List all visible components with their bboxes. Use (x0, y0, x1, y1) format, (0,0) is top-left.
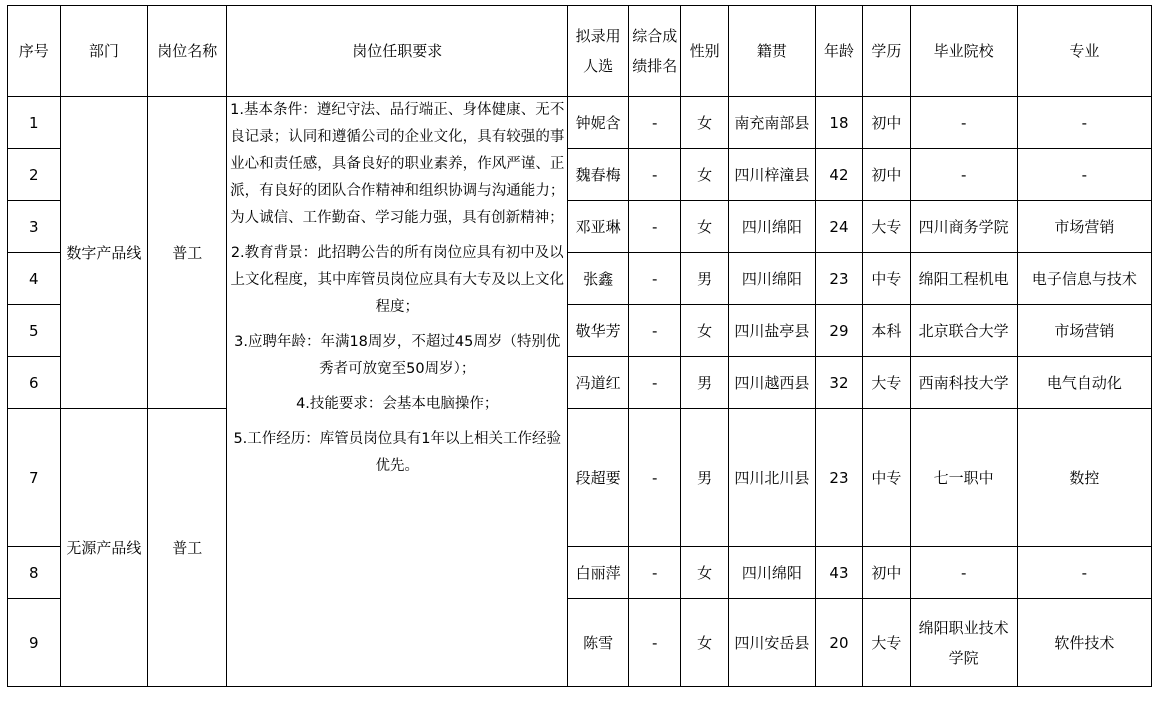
gender-cell: 女 (681, 547, 728, 599)
gender-cell: 女 (681, 305, 728, 357)
header-cell: 拟录用人选 (568, 6, 629, 97)
school-cell: 绵阳工程机电 (910, 253, 1017, 305)
rank-cell: - (628, 409, 681, 547)
row-number: 1 (8, 97, 61, 149)
education-cell: 初中 (863, 97, 910, 149)
department-cell: 数字产品线 (60, 97, 148, 409)
requirement-experience: 5.工作经历：库管员岗位具有1年以上相关工作经验优先。 (233, 431, 562, 474)
row-number: 2 (8, 149, 61, 201)
row-number: 9 (8, 599, 61, 687)
age-cell: 23 (815, 409, 862, 547)
education-cell: 大专 (863, 599, 910, 687)
education-cell: 初中 (863, 149, 910, 201)
header-cell: 性别 (681, 6, 728, 97)
major-cell: 电气自动化 (1017, 357, 1151, 409)
major-cell: 市场营销 (1017, 305, 1151, 357)
header-cell: 综合成绩排名 (628, 6, 681, 97)
header-cell: 部门 (60, 6, 148, 97)
candidate-name: 冯道红 (568, 357, 629, 409)
age-cell: 23 (815, 253, 862, 305)
origin-cell: 四川安岳县 (728, 599, 815, 687)
requirement-age: 3.应聘年龄：年满18周岁，不超过45周岁（特别优秀者可放宽至50周岁）； (234, 334, 561, 377)
row-number: 8 (8, 547, 61, 599)
school-cell: 西南科技大学 (910, 357, 1017, 409)
school-cell: 七一职中 (910, 409, 1017, 547)
candidate-name: 张鑫 (568, 253, 629, 305)
rank-cell: - (628, 547, 681, 599)
row-number: 3 (8, 201, 61, 253)
header-cell: 岗位任职要求 (227, 6, 568, 97)
rank-cell: - (628, 357, 681, 409)
school-cell: - (910, 97, 1017, 149)
school-cell: 北京联合大学 (910, 305, 1017, 357)
origin-cell: 四川越西县 (728, 357, 815, 409)
candidate-name: 邓亚琳 (568, 201, 629, 253)
requirement-education: 2.教育背景：此招聘公告的所有岗位应具有初中及以上文化程度，其中库管员岗位应具有大专及以上文化程度； (230, 245, 564, 315)
education-cell: 大专 (863, 357, 910, 409)
gender-cell: 女 (681, 97, 728, 149)
origin-cell: 四川绵阳 (728, 547, 815, 599)
origin-cell: 四川盐亭县 (728, 305, 815, 357)
origin-cell: 四川北川县 (728, 409, 815, 547)
major-cell: 市场营销 (1017, 201, 1151, 253)
gender-cell: 男 (681, 253, 728, 305)
major-cell: - (1017, 149, 1151, 201)
school-cell: 四川商务学院 (910, 201, 1017, 253)
major-cell: - (1017, 97, 1151, 149)
education-cell: 大专 (863, 201, 910, 253)
age-cell: 42 (815, 149, 862, 201)
gender-cell: 女 (681, 149, 728, 201)
age-cell: 29 (815, 305, 862, 357)
header-row (8, 6, 1152, 97)
education-cell: 中专 (863, 409, 910, 547)
header-cell: 籍贯 (728, 6, 815, 97)
education-cell: 初中 (863, 547, 910, 599)
age-cell: 24 (815, 201, 862, 253)
age-cell: 32 (815, 357, 862, 409)
row-number: 6 (8, 357, 61, 409)
header-cell: 岗位名称 (148, 6, 227, 97)
header-cell: 学历 (863, 6, 910, 97)
position-cell: 普工 (148, 409, 227, 687)
header-cell: 专业 (1017, 6, 1151, 97)
candidate-name: 敬华芳 (568, 305, 629, 357)
row-number: 4 (8, 253, 61, 305)
age-cell: 43 (815, 547, 862, 599)
rank-cell: - (628, 201, 681, 253)
candidate-name: 白丽萍 (568, 547, 629, 599)
rank-cell: - (628, 253, 681, 305)
origin-cell: 四川绵阳 (728, 201, 815, 253)
origin-cell: 四川梓潼县 (728, 149, 815, 201)
major-cell: 数控 (1017, 409, 1151, 547)
gender-cell: 男 (681, 409, 728, 547)
rank-cell: - (628, 97, 681, 149)
candidate-name: 钟妮含 (568, 97, 629, 149)
major-cell: 软件技术 (1017, 599, 1151, 687)
requirement-basic: 1.基本条件：遵纪守法、品行端正、身体健康、无不良记录；认同和遵循公司的企业文化，具有较强的事业心和责任感，具备良好的职业素养，作风严谨、正派，有良好的团队合作精神和组织协调与沟通能力；为人诚信、工作勤奋、学习能力强，具有创新精神； (230, 102, 565, 226)
school-cell: - (910, 149, 1017, 201)
gender-cell: 男 (681, 357, 728, 409)
row-number: 7 (8, 409, 61, 547)
origin-cell: 四川绵阳 (728, 253, 815, 305)
age-cell: 20 (815, 599, 862, 687)
requirement-skills: 4.技能要求：会基本电脑操作； (296, 396, 499, 412)
header-cell: 毕业院校 (910, 6, 1017, 97)
gender-cell: 女 (681, 599, 728, 687)
candidate-table (7, 5, 1152, 687)
candidate-name: 段超要 (568, 409, 629, 547)
major-cell: - (1017, 547, 1151, 599)
age-cell: 18 (815, 97, 862, 149)
education-cell: 本科 (863, 305, 910, 357)
gender-cell: 女 (681, 201, 728, 253)
header-cell: 序号 (8, 6, 61, 97)
department-cell: 无源产品线 (60, 409, 148, 687)
rank-cell: - (628, 149, 681, 201)
row-number: 5 (8, 305, 61, 357)
candidate-name: 陈雪 (568, 599, 629, 687)
table-row (8, 409, 1152, 547)
education-cell: 中专 (863, 253, 910, 305)
header-cell: 年龄 (815, 6, 862, 97)
rank-cell: - (628, 599, 681, 687)
requirements-cell (227, 97, 568, 687)
origin-cell: 南充南部县 (728, 97, 815, 149)
major-cell: 电子信息与技术 (1017, 253, 1151, 305)
candidate-name: 魏春梅 (568, 149, 629, 201)
position-cell: 普工 (148, 97, 227, 409)
school-cell: - (910, 547, 1017, 599)
school-cell: 绵阳职业技术学院 (910, 599, 1017, 687)
table-row (8, 97, 1152, 149)
rank-cell: - (628, 305, 681, 357)
